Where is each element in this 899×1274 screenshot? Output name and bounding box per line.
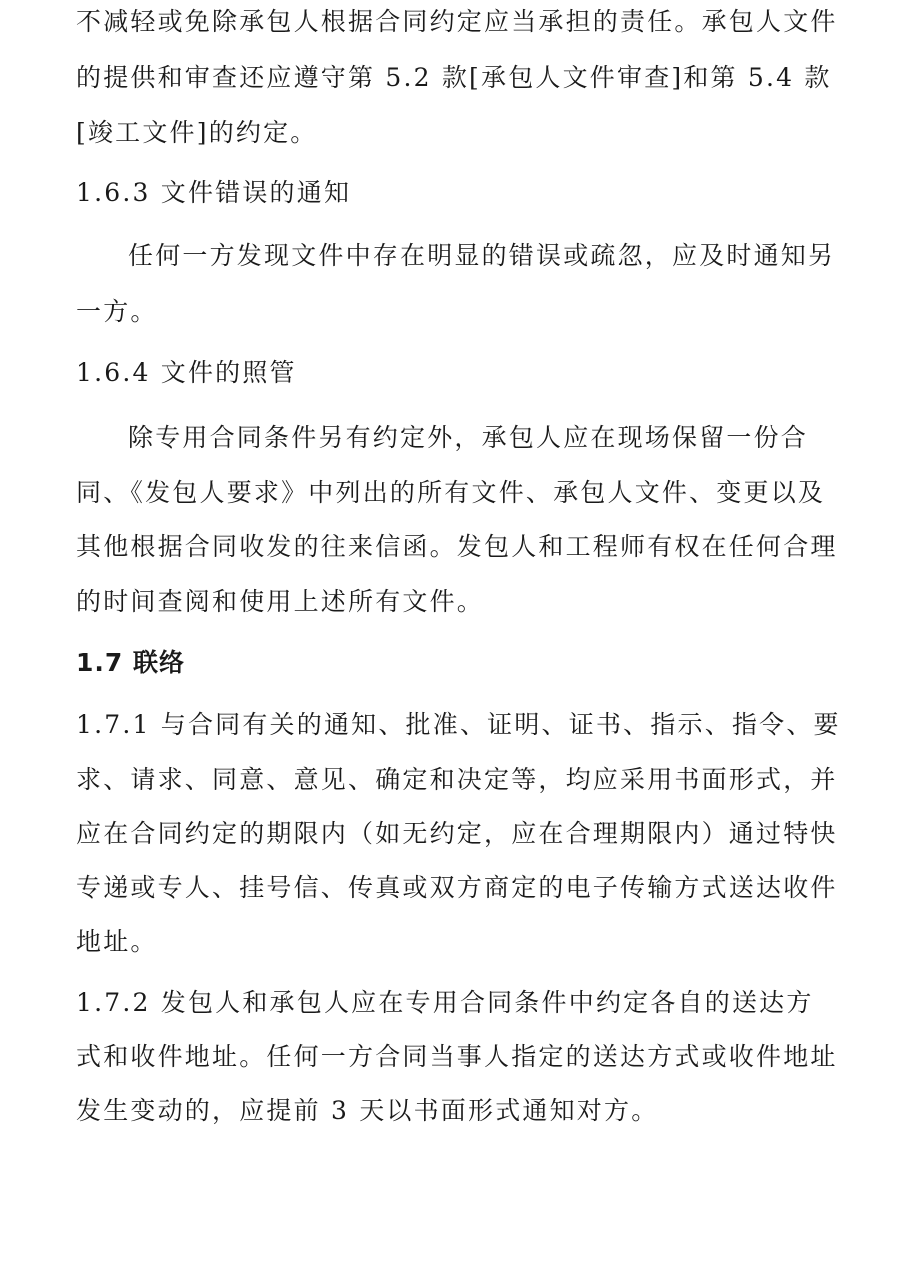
paragraph-line: 不减轻或免除承包人根据合同约定应当承担的责任。承包人文件 [76, 7, 838, 36]
paragraph-line: 任何一方发现文件中存在明显的错误或疏忽，应及时通知另 [128, 241, 836, 270]
paragraph-line: 一方。 [76, 297, 158, 326]
paragraph-line: 式和收件地址。任何一方合同当事人指定的送达方式或收件地址 [76, 1042, 838, 1071]
paragraph-line: 求、请求、同意、意见、确定和决定等，均应采用书面形式，并 [76, 765, 838, 794]
paragraph-line: 同、《发包人要求》中列出的所有文件、承包人文件、变更以及 [76, 478, 826, 507]
paragraph-line: 的时间查阅和使用上述所有文件。 [76, 587, 485, 616]
paragraph-line: 专递或专人、挂号信、传真或双方商定的电子传输方式送达收件 [76, 873, 838, 902]
paragraph-line: 其他根据合同收发的往来信函。发包人和工程师有权在任何合理 [76, 532, 838, 561]
paragraph-line: 1.7.1 与合同有关的通知、批准、证明、证书、指示、指令、要 [76, 710, 841, 739]
paragraph-line: 的提供和审查还应遵守第 5.2 款[承包人文件审查]和第 5.4 款 [76, 63, 832, 92]
paragraph-line: 除专用合同条件另有约定外，承包人应在现场保留一份合 [128, 423, 809, 452]
paragraph-line: 发生变动的，应提前 3 天以书面形式通知对方。 [76, 1096, 659, 1125]
paragraph-line: [竣工文件]的约定。 [76, 118, 318, 147]
paragraph-line: 地址。 [76, 927, 158, 956]
section-heading-1-6-3: 1.6.3 文件错误的通知 [76, 178, 352, 207]
section-heading-1-7: 1.7 联络 [76, 648, 185, 677]
section-heading-1-6-4: 1.6.4 文件的照管 [76, 358, 297, 387]
paragraph-line: 1.7.2 发包人和承包人应在专用合同条件中约定各自的送达方 [76, 988, 814, 1017]
paragraph-line: 应在合同约定的期限内（如无约定，应在合理期限内）通过特快 [76, 819, 838, 848]
